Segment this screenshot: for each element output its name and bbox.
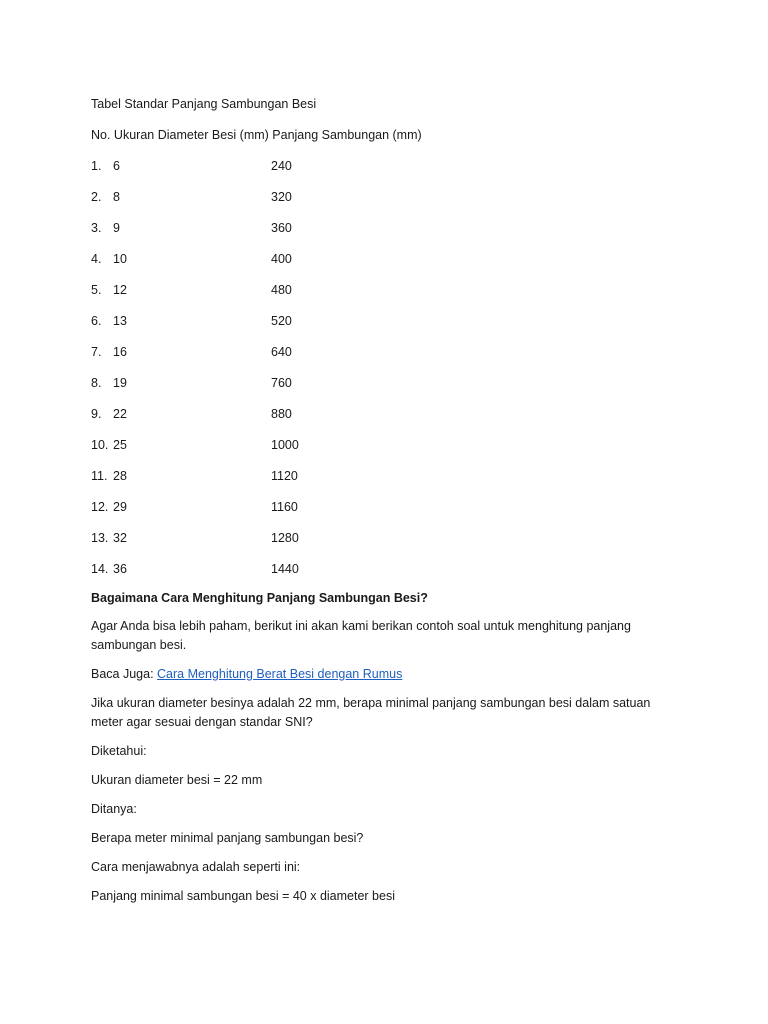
row-diameter: 19: [113, 376, 127, 390]
row-number: 12.: [91, 500, 109, 514]
read-also-line: [91, 666, 402, 682]
table-row: [91, 344, 491, 360]
question-paragraph: Jika ukuran diameter besinya adalah 22 mm, berapa minimal panjang sambungan besi dalam satuan meter agar sesuai dengan standar SNI?: [91, 696, 651, 729]
row-number: 9.: [91, 407, 102, 421]
table-row: [91, 189, 491, 205]
row-length: 640: [271, 345, 292, 359]
table-row: [91, 530, 491, 546]
row-diameter: 13: [113, 314, 127, 328]
table-row: [91, 158, 491, 174]
row-diameter: 32: [113, 531, 127, 545]
table-row: [91, 406, 491, 422]
row-number: 4.: [91, 252, 102, 266]
formula-text: Panjang minimal sambungan besi = 40 x diameter besi: [91, 889, 395, 903]
table-header: No. Ukuran Diameter Besi (mm) Panjang Sambungan (mm): [91, 128, 422, 142]
table-row: [91, 251, 491, 267]
row-diameter: 16: [113, 345, 127, 359]
row-number: 3.: [91, 221, 102, 235]
table-row: [91, 375, 491, 391]
asked-label: Ditanya:: [91, 802, 137, 816]
section-heading: Bagaimana Cara Menghitung Panjang Sambungan Besi?: [91, 591, 428, 605]
asked-value: Berapa meter minimal panjang sambungan besi?: [91, 831, 364, 845]
row-diameter: 29: [113, 500, 127, 514]
row-length: 1160: [271, 500, 298, 514]
row-length: 320: [271, 190, 292, 204]
row-number: 14.: [91, 562, 109, 576]
read-also-link[interactable]: Cara Menghitung Berat Besi dengan Rumus: [157, 667, 403, 681]
table-row: [91, 437, 491, 453]
row-number: 1.: [91, 159, 102, 173]
row-diameter: 28: [113, 469, 127, 483]
row-length: 240: [271, 159, 292, 173]
table-row: [91, 561, 491, 577]
row-number: 11.: [91, 469, 108, 483]
row-length: 1280: [271, 531, 299, 545]
method-label: Cara menjawabnya adalah seperti ini:: [91, 860, 301, 874]
read-also-label: Baca Juga:: [91, 667, 154, 681]
row-diameter: 36: [113, 562, 127, 576]
table-row: [91, 220, 491, 236]
row-number: 2.: [91, 190, 102, 204]
row-diameter: 22: [113, 407, 127, 421]
row-length: 1440: [271, 562, 299, 576]
table-row: [91, 468, 491, 484]
row-length: 1000: [271, 438, 299, 452]
row-length: 880: [271, 407, 292, 421]
row-number: 6.: [91, 314, 102, 328]
row-number: 8.: [91, 376, 102, 390]
row-length: 760: [271, 376, 292, 390]
row-number: 10.: [91, 438, 109, 452]
table-row: [91, 499, 491, 515]
known-label: Diketahui:: [91, 744, 147, 758]
row-diameter: 10: [113, 252, 127, 266]
known-value: Ukuran diameter besi = 22 mm: [91, 773, 263, 787]
row-length: 520: [271, 314, 292, 328]
row-length: 360: [271, 221, 292, 235]
row-number: 7.: [91, 345, 102, 359]
row-length: 480: [271, 283, 292, 297]
table-row: [91, 282, 491, 298]
table-row: [91, 313, 491, 329]
row-diameter: 6: [113, 159, 120, 173]
row-diameter: 12: [113, 283, 127, 297]
row-diameter: 8: [113, 190, 120, 204]
row-number: 13.: [91, 531, 109, 545]
row-number: 5.: [91, 283, 102, 297]
row-diameter: 25: [113, 438, 127, 452]
row-length: 1120: [271, 469, 298, 483]
row-length: 400: [271, 252, 292, 266]
intro-paragraph: Agar Anda bisa lebih paham, berikut ini akan kami berikan contoh soal untuk menghitung panjang sambungan besi.: [91, 619, 631, 652]
document-title: Tabel Standar Panjang Sambungan Besi: [91, 97, 317, 111]
row-diameter: 9: [113, 221, 120, 235]
